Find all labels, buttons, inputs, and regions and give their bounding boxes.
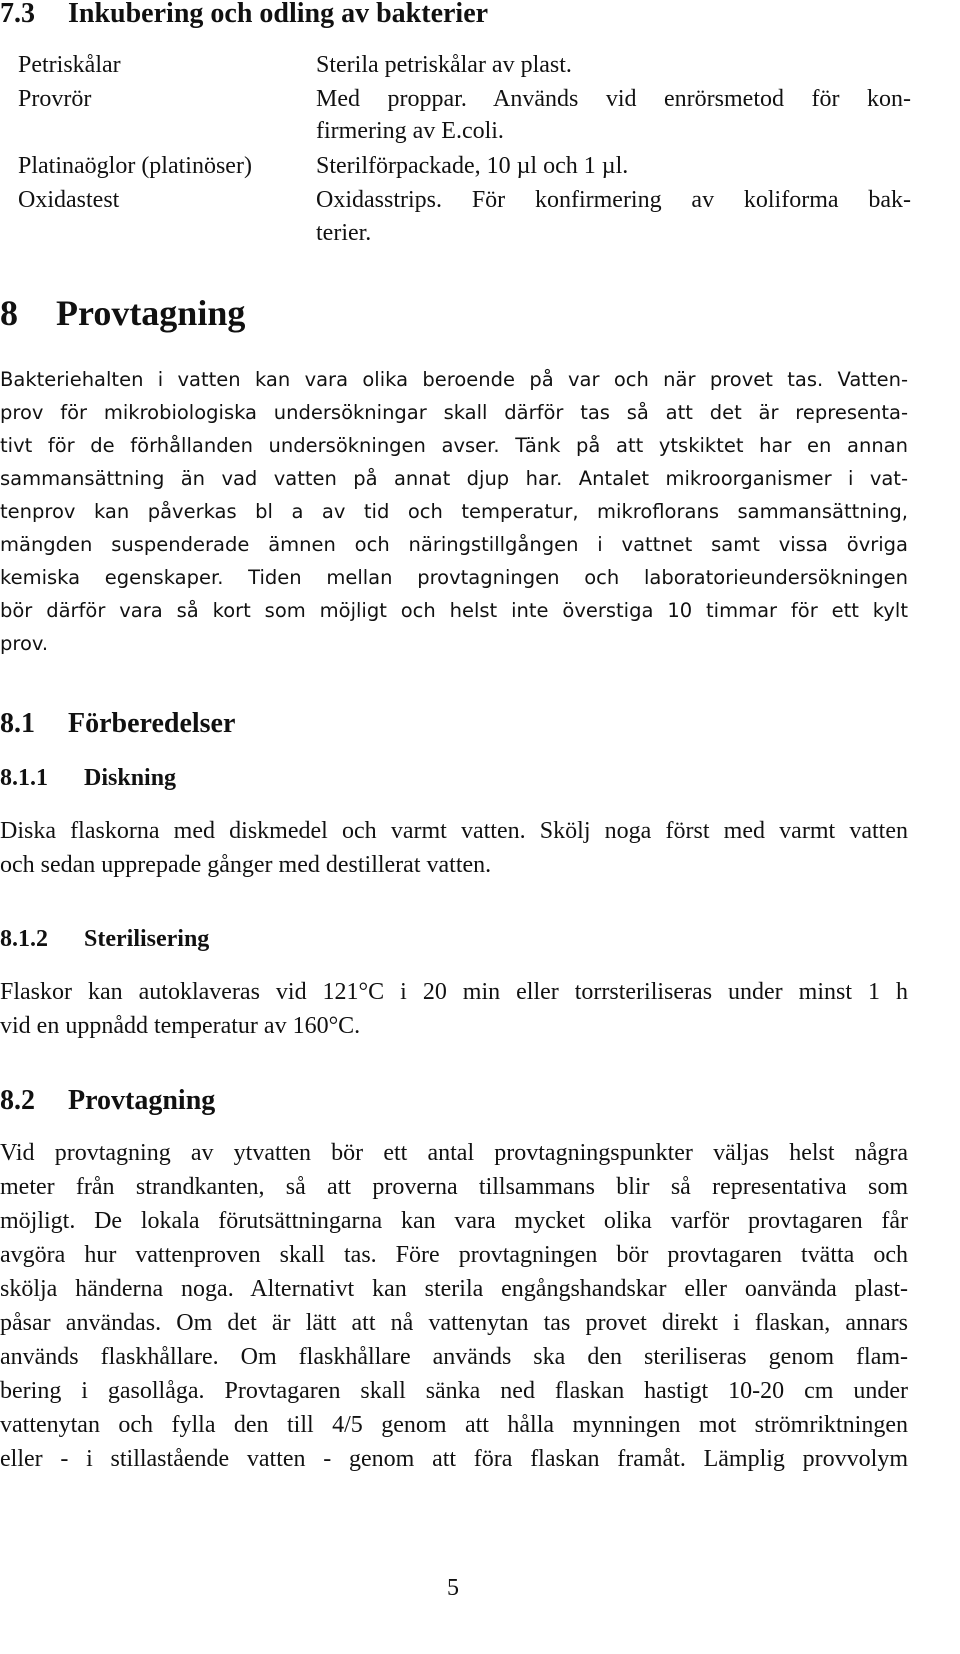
paragraph-line: tenprov kan påverkas bl a av tid och temperatur, mikroflorans sammansättning, bbox=[0, 500, 908, 523]
equipment-term: Provrör bbox=[18, 86, 92, 112]
section-title: Förberedelser bbox=[68, 708, 236, 739]
paragraph-line: och sedan upprepade gånger med destillerat vatten. bbox=[0, 852, 492, 878]
paragraph-line: mängden suspenderade ämnen och näringstillgången i vattnet samt vissa övriga bbox=[0, 533, 908, 556]
paragraph-line: meter från strandkanten, så att proverna tillsammans blir så representativa som bbox=[0, 1174, 908, 1200]
paragraph-line: eller - i stillastående vatten - genom att föra flaskan framåt. Lämplig provvolym bbox=[0, 1446, 908, 1472]
paragraph-line: prov för mikrobiologiska undersökningar skall därför tas så att det är representa- bbox=[0, 401, 908, 424]
paragraph-line: skölja händerna noga. Alternativt kan sterila engångshandskar eller oanvända plast- bbox=[0, 1276, 908, 1302]
paragraph-line: påsar användas. Om det är lätt att nå vattenytan tas provet direkt i flaskan, annars bbox=[0, 1310, 908, 1336]
paragraph-line: används flaskhållare. Om flaskhållare används ska den steriliseras genom flam- bbox=[0, 1344, 908, 1370]
equipment-desc: firmering av E.coli. bbox=[316, 118, 504, 144]
section-8-2-heading bbox=[0, 1085, 215, 1117]
equipment-desc: Sterilförpackade, 10 µl och 1 µl. bbox=[316, 153, 629, 179]
paragraph-line: Vid provtagning av ytvatten bör ett antal provtagningspunkter väljas helst några bbox=[0, 1140, 908, 1166]
paragraph-line: kemiska egenskaper. Tiden mellan provtagningen och laboratorieundersökningen bbox=[0, 566, 908, 589]
equipment-desc: Med proppar. Används vid enrörsmetod för kon- bbox=[316, 86, 911, 112]
section-title: Provtagning bbox=[68, 1085, 216, 1116]
page-number: 5 bbox=[447, 1575, 459, 1601]
section-title: Diskning bbox=[84, 765, 177, 791]
section-number: 8 bbox=[0, 293, 18, 333]
paragraph-line: prov. bbox=[0, 632, 49, 655]
section-number: 8.2 bbox=[0, 1085, 35, 1116]
equipment-term: Platinaöglor (platinöser) bbox=[18, 153, 252, 179]
section-title: Provtagning bbox=[56, 293, 246, 333]
paragraph-line: Diska flaskorna med diskmedel och varmt vatten. Skölj noga först med varmt vatten bbox=[0, 818, 908, 844]
paragraph-line: vid en uppnådd temperatur av 160°C. bbox=[0, 1013, 361, 1039]
equipment-desc: terier. bbox=[316, 220, 372, 246]
section-8-1-heading bbox=[0, 708, 235, 740]
section-number: 8.1.1 bbox=[0, 765, 48, 791]
equipment-desc: Sterila petriskålar av plast. bbox=[316, 52, 572, 78]
paragraph-line: Bakteriehalten i vatten kan vara olika beroende på var och när provet tas. Vatten- bbox=[0, 368, 908, 391]
section-number: 8.1.2 bbox=[0, 926, 48, 952]
section-number: 8.1 bbox=[0, 708, 35, 739]
paragraph-line: bering i gasollåga. Provtagaren skall sänka ned flaskan hastigt 10-20 cm under bbox=[0, 1378, 908, 1404]
paragraph-line: avgöra hur vattenproven skall tas. Före provtagningen bör provtagaren tvätta och bbox=[0, 1242, 908, 1268]
paragraph-line: möjligt. De lokala förutsättningarna kan vara mycket olika varför provtagaren får bbox=[0, 1208, 908, 1234]
paragraph-line: Flaskor kan autoklaveras vid 121°C i 20 min eller torrsteriliseras under minst 1 h bbox=[0, 979, 908, 1005]
equipment-desc: Oxidasstrips. För konfirmering av koliforma bak- bbox=[316, 187, 911, 213]
paragraph-line: sammansättning än vad vatten på annat djup har. Antalet mikroorganismer i vat- bbox=[0, 467, 908, 490]
paragraph-line: vattenytan och fylla den till 4/5 genom att hålla mynningen mot strömriktningen bbox=[0, 1412, 908, 1438]
section-8-heading bbox=[0, 292, 245, 334]
section-title: Sterilisering bbox=[84, 926, 210, 952]
paragraph-line: bör därför vara så kort som möjligt och helst inte överstiga 10 timmar för ett kylt bbox=[0, 599, 908, 622]
section-title: Inkubering och odling av bakterier bbox=[68, 0, 489, 29]
section-8-1-2-heading bbox=[0, 926, 209, 953]
equipment-term: Oxidastest bbox=[18, 187, 120, 213]
equipment-term: Petriskålar bbox=[18, 52, 121, 78]
section-7-3-heading bbox=[0, 0, 488, 30]
paragraph-line: tivt för de förhållanden undersökningen avser. Tänk på att ytskiktet har en annan bbox=[0, 434, 908, 457]
section-8-1-1-heading bbox=[0, 765, 176, 792]
section-number: 7.3 bbox=[0, 0, 35, 29]
